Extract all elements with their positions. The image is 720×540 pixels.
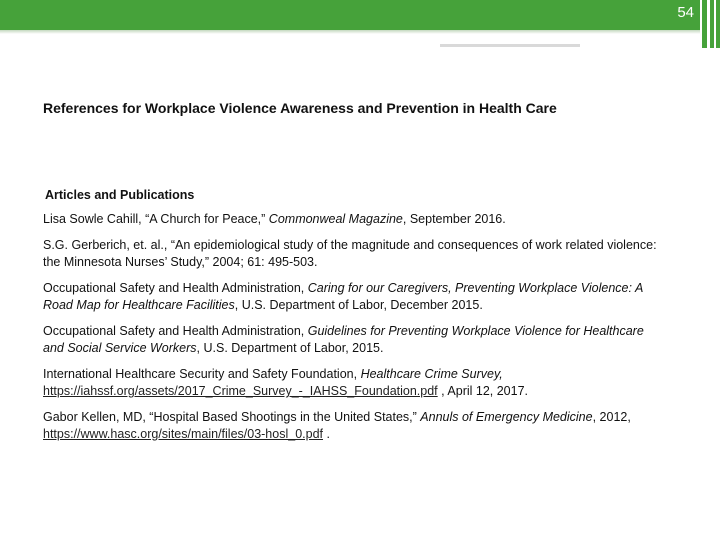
section-heading: Articles and Publications	[45, 188, 195, 202]
reference-item: Gabor Kellen, MD, “Hospital Based Shootings in the United States,” Annuls of Emergency Medicine, 2012, https://www.hasc.org/sites/main/files/03-hosl_0.pdf .	[43, 410, 631, 441]
reference-item: Occupational Safety and Health Administration, Caring for our Caregivers, Preventing Workplace Violence: A Road Map for Healthcare Facilities, U.S. Department of Labor, December 2015.	[43, 281, 643, 312]
slide-header-bar	[0, 0, 700, 30]
header-accent-line	[440, 44, 580, 47]
iahssf-link[interactable]: https://iahssf.org/assets/2017_Crime_Survey_-_IAHSS_Foundation.pdf	[43, 384, 438, 398]
reference-item: Occupational Safety and Health Administration, Guidelines for Preventing Workplace Violence for Healthcare and Social Service Workers, U.S. Department of Labor, 2015.	[43, 324, 644, 355]
reference-item: S.G. Gerberich, et. al., “An epidemiological study of the magnitude and consequences of work related violence: the Minnesota Nurses’ Study,” 2004; 61: 495-503.	[43, 238, 657, 269]
decorative-stripes	[702, 0, 720, 48]
slide-title: References for Workplace Violence Awareness and Prevention in Health Care	[43, 100, 557, 116]
page-number: 54	[677, 4, 694, 21]
slide-content	[43, 100, 663, 443]
hasc-link[interactable]: https://www.hasc.org/sites/main/files/03-hosl_0.pdf	[43, 427, 323, 441]
reference-item: International Healthcare Security and Safety Foundation, Healthcare Crime Survey, https://iahssf.org/assets/2017_Crime_Survey_-_IAHSS_Foundation.pdf , April 12, 2017.	[43, 367, 529, 398]
reference-item: Lisa Sowle Cahill, “A Church for Peace,” Commonweal Magazine, September 2016.	[43, 212, 506, 226]
header-bar-shadow	[0, 30, 700, 34]
